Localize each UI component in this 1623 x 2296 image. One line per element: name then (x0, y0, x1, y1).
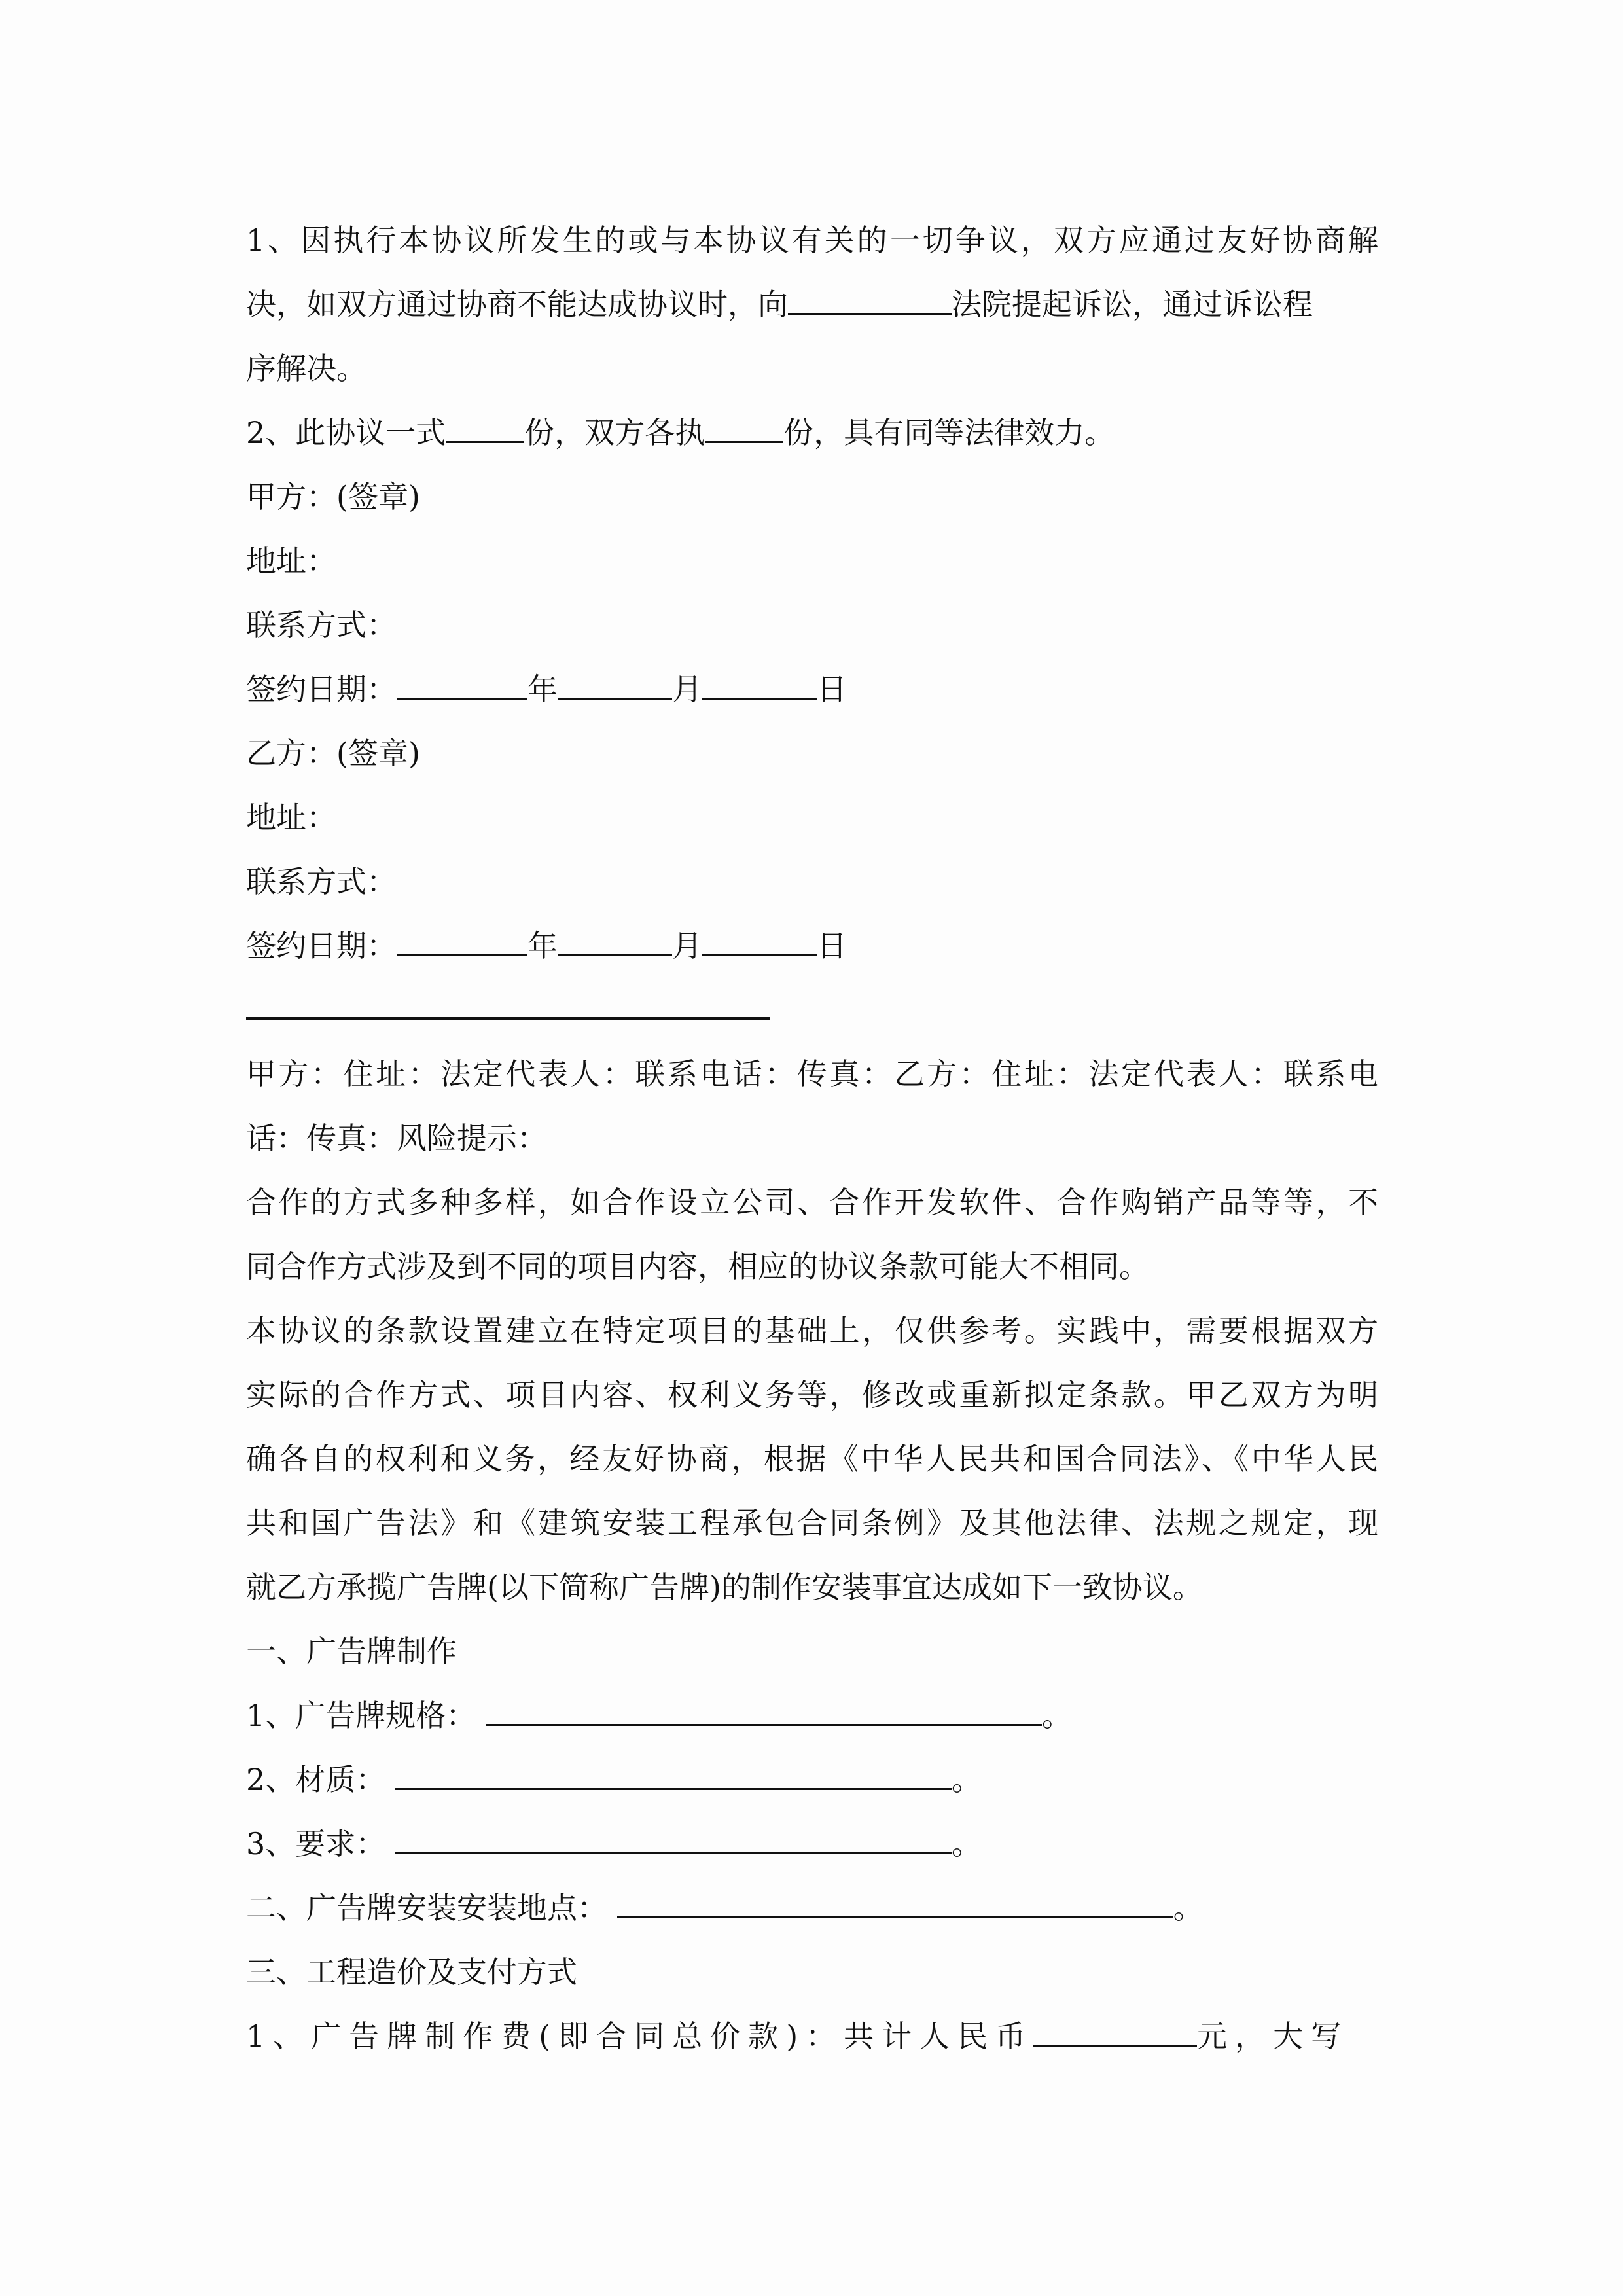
court-name-blank[interactable] (788, 287, 952, 315)
party-a-title: 甲方：(签章) (246, 479, 420, 514)
location-label: 二、广告牌安装安装地点： (246, 1890, 607, 1926)
day-blank[interactable] (702, 928, 817, 956)
intro-line-3: 确各自的权利和义务，经友好协商，根据《中华人民共和国合同法》、《中华人民 (246, 1441, 1378, 1477)
party-b-sign-date (246, 914, 1378, 978)
party-b-title: 乙方：(签章) (246, 736, 420, 771)
intro-line-4: 共和国广告法》和《建筑安装工程承包合同条例》及其他法律、法规之规定，现 (246, 1505, 1378, 1541)
each-copies-blank[interactable] (705, 415, 783, 443)
requirement-blank[interactable] (395, 1826, 952, 1854)
year-label: 年 (527, 928, 558, 963)
document-body (246, 208, 1378, 2068)
date-label: 签约日期： (246, 928, 397, 963)
period: 。 (951, 1826, 982, 1861)
intro-line-2: 实际的合作方式、项目内容、权利义务等，修改或重新拟定条款。甲乙双方为明 (246, 1377, 1378, 1412)
year-label: 年 (527, 672, 558, 707)
intro-line-1: 本协议的条款设置建立在特定项目的基础上，仅供参考。实践中，需要根据双方 (246, 1313, 1378, 1348)
copies-text-c: 份，具有同等法律效力。 (783, 415, 1115, 450)
intro-line-5: 就乙方承揽广告牌(以下简称广告牌)的制作安装事宜达成如下一致协议。 (246, 1570, 1203, 1605)
dispute-clause-line-3: 序解决。 (246, 351, 366, 386)
total-copies-blank[interactable] (446, 415, 524, 443)
copies-text-b: 份，双方各执 (524, 415, 705, 450)
day-label: 日 (817, 928, 847, 963)
material-item (246, 1748, 1378, 1812)
month-blank[interactable] (558, 672, 672, 700)
party-b-contact: 联系方式： (246, 864, 397, 899)
fee-label: 1、广告牌制作费(即合同总价款)：共计人民币 (246, 2018, 1034, 2054)
dispute-clause-line-2 (246, 272, 1378, 336)
fee-amount-blank[interactable] (1033, 2018, 1197, 2047)
location-blank[interactable] (617, 1890, 1173, 1918)
spec-label: 1、广告牌规格： (246, 1698, 476, 1733)
requirement-item (246, 1812, 1378, 1876)
day-label: 日 (817, 672, 847, 707)
dispute-text-b: 法院提起诉讼，通过诉讼程 (952, 287, 1313, 322)
risk-line-2: 同合作方式涉及到不同的项目内容，相应的协议条款可能大不相同。 (246, 1249, 1149, 1284)
year-blank[interactable] (397, 928, 527, 956)
month-blank[interactable] (558, 928, 672, 956)
fee-uppercase-label: 元，大写 (1197, 2018, 1349, 2054)
section-1-title: 一、广告牌制作 (246, 1634, 457, 1669)
material-label: 2、材质： (246, 1762, 386, 1797)
party-a-address: 地址： (246, 543, 336, 579)
copies-text-a: 2、此协议一式 (246, 415, 446, 450)
day-blank[interactable] (702, 672, 817, 700)
dispute-text-a: 决，如双方通过协商不能达成协议时，向 (246, 287, 788, 322)
party-b-address: 地址： (246, 800, 336, 835)
month-label: 月 (672, 672, 702, 707)
material-blank[interactable] (395, 1762, 952, 1790)
period: 。 (951, 1762, 982, 1797)
separator-line (246, 978, 1378, 1042)
period: 。 (1173, 1890, 1204, 1926)
year-blank[interactable] (397, 672, 527, 700)
spec-item (246, 1683, 1378, 1748)
parties-info-line-1: 甲方：住址：法定代表人：联系电话：传真：乙方：住址：法定代表人：联系电 (246, 1056, 1378, 1092)
dispute-clause-line-1: 1、因执行本协议所发生的或与本协议有关的一切争议，双方应通过友好协商解 (246, 223, 1378, 258)
month-label: 月 (672, 928, 702, 963)
risk-line-1: 合作的方式多种多样，如合作设立公司、合作开发软件、合作购销产品等等，不 (246, 1185, 1378, 1220)
copies-clause (246, 401, 1378, 465)
requirement-label: 3、要求： (246, 1826, 386, 1861)
parties-info-line-2: 话：传真：风险提示： (246, 1121, 547, 1156)
party-a-contact: 联系方式： (246, 607, 397, 643)
date-label: 签约日期： (246, 672, 397, 707)
party-a-sign-date (246, 657, 1378, 721)
spec-blank[interactable] (486, 1698, 1042, 1726)
section-2-location (246, 1876, 1378, 1940)
period: 。 (1041, 1698, 1072, 1733)
separator-dash (246, 1017, 770, 1020)
section-3-title: 三、工程造价及支付方式 (246, 1954, 577, 1990)
fee-item (246, 2004, 1378, 2068)
